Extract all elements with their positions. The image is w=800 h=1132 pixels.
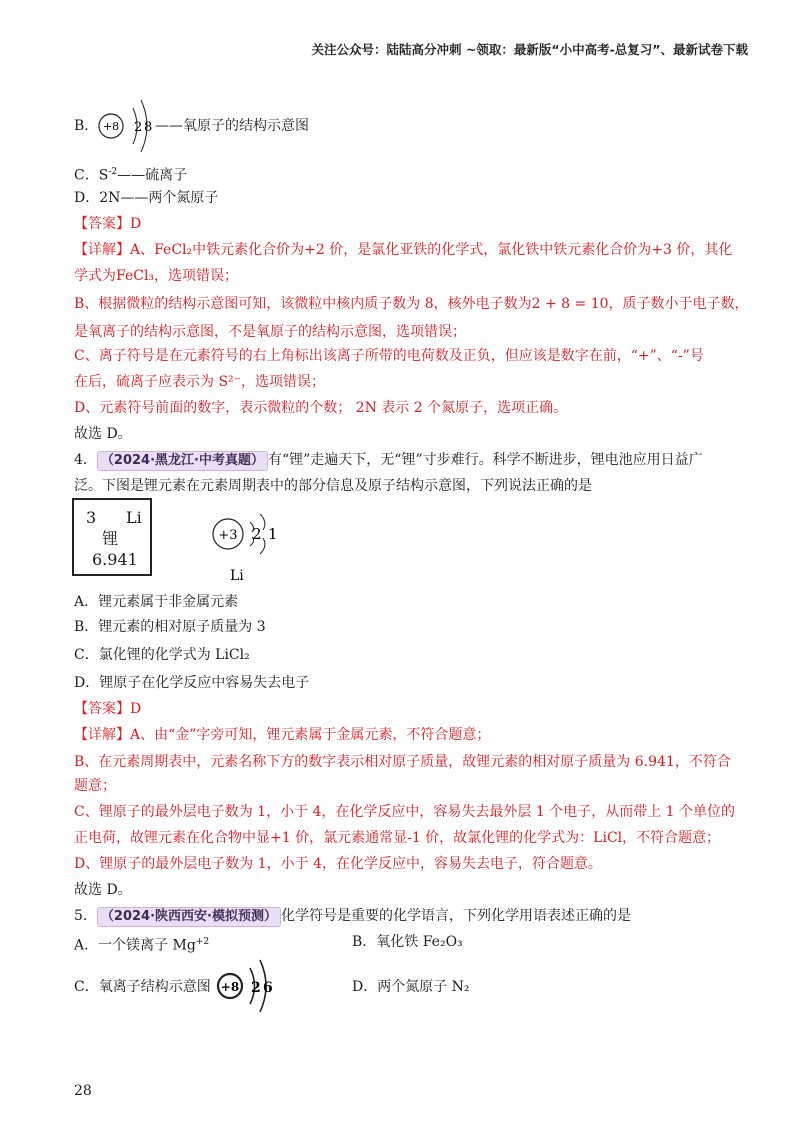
q4-answer: 【答案】D <box>74 701 142 717</box>
page-number: 28 <box>74 1083 92 1099</box>
q3-conclusion: 故选 D。 <box>74 426 132 442</box>
atomic-mass: 6.941 <box>92 550 138 569</box>
q5-source-tag: （2024·陕西西安·模拟预测） <box>97 907 281 927</box>
nucleus-label: +8 <box>102 120 120 133</box>
q3-detail-line: 学式为FeCl₃，选项错误； <box>74 268 239 284</box>
q5-option-b[interactable]: B．氧化铁 Fe₂O₃ <box>352 934 463 950</box>
q4-stem-line-2: 泛。下图是锂元素在元素周期表中的部分信息及原子结构示意图，下列说法正确的是 <box>74 478 592 494</box>
q3-detail-line: D、元素符号前面的数字，表示微粒的个数； 2N 表示 2 个氮原子，选项正确。 <box>74 400 568 416</box>
q3-detail-line: 在后，硫离子应表示为 S²⁻，选项错误； <box>74 374 326 390</box>
shell-1-electrons: 2 <box>252 525 262 543</box>
q3-detail-line: B、根据微粒的结构示意图可知，该微粒中核内质子数为 8，核外电子数为2 + 8 = 10，质子数小于电子数， <box>74 296 749 312</box>
page-header: 关注公众号：陆陆高分冲刺 ~领取：最新版“小中高考-总复习”、最新试卷下载 <box>311 42 748 57</box>
q5-stem: 5． （2024·陕西西安·模拟预测） 化学符号是重要的化学语言，下列化学用语表述正确的是 <box>74 904 631 928</box>
shell-1-electrons: 2 <box>251 980 261 996</box>
q3-option-b[interactable] <box>74 114 98 138</box>
nucleus-label: +3 <box>218 528 238 543</box>
element-symbol: Li <box>126 508 142 527</box>
q4-stem-line-1: 4． （2024·黑龙江·中考真题） 有“锂”走遍天下，无“锂”寸步难行。科学不断进步，锂电池应用日益广 <box>74 448 703 472</box>
atomic-number: 3 <box>86 508 97 527</box>
q3-detail-line: 【详解】A、FeCl₂中铁元素化合价为+2 价，是氯化亚铁的化学式，氯化铁中铁元素化合价为+3 价，其化 <box>74 242 733 258</box>
q4-detail-line: 题意； <box>74 778 116 794</box>
q3-answer: 【答案】D <box>74 216 142 232</box>
q4-detail-line: C、锂原子的最外层电子数为 1，小于 4，在化学反应中，容易失去最外层 1 个电子，从而带上 1 个单位的 <box>74 804 736 820</box>
nucleus-label: +8 <box>220 980 240 994</box>
q3-option-d[interactable]: D．2N——两个氮原子 <box>74 190 219 206</box>
atom-label: Li <box>230 568 244 584</box>
q4-option-b[interactable]: B．锂元素的相对原子质量为 3 <box>74 619 266 635</box>
q4-option-d[interactable]: D．锂原子在化学反应中容易失去电子 <box>74 675 310 691</box>
element-name: 锂 <box>102 529 119 548</box>
q4-detail-line: D、锂原子的最外层电子数为 1，小于 4，在化学反应中，容易失去电子，符合题意。 <box>74 856 602 872</box>
q4-detail-line: B、在元素周期表中，元素名称下方的数字表示相对原子质量，故锂元素的相对原子质量为 6.941，不符合 <box>74 754 731 770</box>
q3-option-b-desc: ——氧原子的结构示意图 <box>155 118 309 134</box>
q4-detail-line: 【详解】A、由“金”字旁可知，锂元素属于金属元素，不符合题意； <box>74 727 491 743</box>
oxygen-ion-structure-diagram <box>214 956 284 1016</box>
shell-2-electrons: 1 <box>268 525 278 543</box>
q3-option-b-letter: B． <box>74 118 99 134</box>
shell-2-electrons: 8 <box>144 120 153 135</box>
lithium-atom-structure-diagram <box>206 508 296 588</box>
periodic-table-cell <box>72 498 152 576</box>
q5-option-a[interactable]: A．一个镁离子 $Mg^{+2}$ <box>74 937 210 954</box>
q4-option-c[interactable]: C．氯化锂的化学式为 LiCl₂ <box>74 647 250 663</box>
q3-detail-line: C、离子符号是在元素符号的右上角标出该离子所带的电荷数及正负，但应该是数字在前，“+”、“-”号 <box>74 348 704 364</box>
q4-detail-line: 正电荷，故锂元素在化合物中显+1 价，氯元素通常显-1 价，故氯化锂的化学式为：LiCl，不符合题意； <box>74 830 721 846</box>
q3-detail-line: 是氧离子的结构示意图，不是氧原子的结构示意图，选项错误； <box>74 324 466 340</box>
q3-option-c[interactable]: C．$S^{-2}——$硫离子 <box>74 167 188 184</box>
q5-option-d[interactable]: D．两个氮原子 N₂ <box>352 979 470 995</box>
shell-1-electrons: 2 <box>134 120 143 135</box>
shell-2-electrons: 6 <box>263 980 273 996</box>
q5-option-c[interactable]: C．氧离子结构示意图 <box>74 979 211 995</box>
q4-option-a[interactable]: A．锂元素属于非金属元素 <box>74 594 239 610</box>
q4-source-tag: （2024·黑龙江·中考真题） <box>97 451 268 471</box>
q4-conclusion: 故选 D。 <box>74 882 132 898</box>
